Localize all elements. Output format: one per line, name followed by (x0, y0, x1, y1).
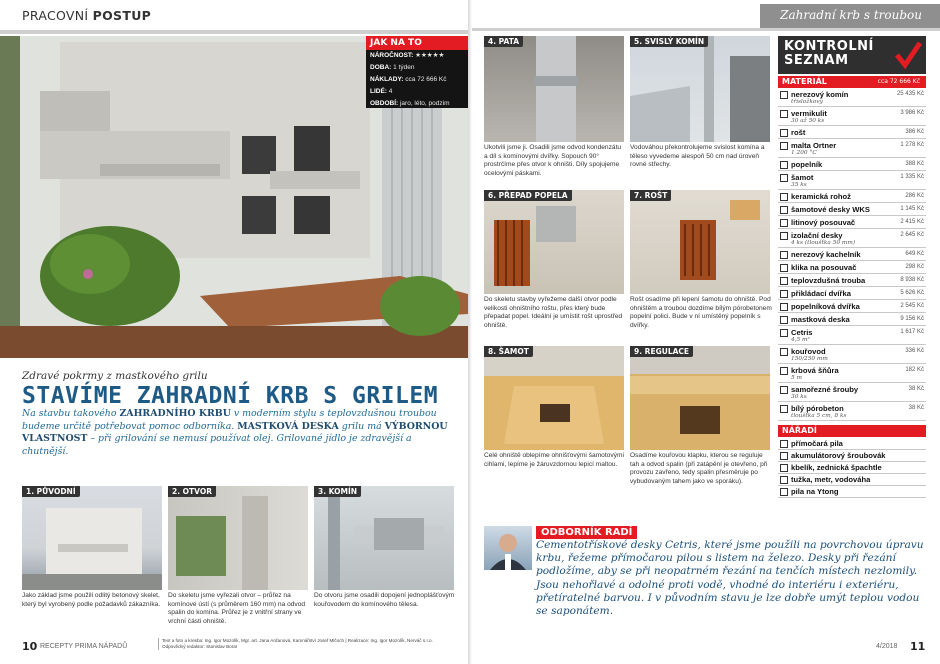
step-caption: Jako základ jsme použili odlitý betonový skelet, který byl vyrobený podle požadavků zákazníka. (22, 592, 161, 608)
how-to-row: NÁROČNOST: ★★★★★ (370, 52, 445, 59)
material-price: 2 545 Kč (900, 303, 924, 309)
header-rule-left (0, 30, 468, 34)
material-item (778, 313, 926, 326)
tool-item (778, 450, 926, 462)
checkbox-icon[interactable] (780, 91, 788, 99)
material-name: mastková deska (791, 315, 850, 324)
material-name: bílý pórobeton (791, 404, 844, 413)
material-detail: 5 m (791, 375, 803, 381)
step-label: 8. ŠAMOT (484, 346, 533, 357)
step-label: 4. PATA (484, 36, 523, 47)
step-label: 7. ROŠT (630, 190, 671, 201)
checkbox-icon[interactable] (780, 129, 788, 137)
checkbox-icon[interactable] (780, 219, 788, 227)
material-detail: 1 200 °C (791, 150, 817, 156)
page-number-left: 10 (22, 640, 38, 653)
material-detail: 30 až 50 ks (791, 118, 825, 124)
material-name: nerezový komín (791, 90, 849, 99)
material-name: litinový posouvač (791, 218, 856, 227)
checkbox-icon[interactable] (780, 303, 788, 311)
tool-item (778, 474, 926, 486)
material-price: 182 Kč (905, 367, 924, 373)
material-item (778, 107, 926, 126)
step-3 (314, 486, 455, 608)
checkbox-icon[interactable] (780, 174, 788, 182)
checklist-title: KONTROLNÍ SEZNAM (778, 36, 926, 74)
tool-item (778, 438, 926, 450)
step-6 (484, 190, 624, 330)
material-item (778, 126, 926, 139)
material-name: izolační desky (791, 231, 843, 240)
step-caption: Ukotvili jsme ji. Osadili jsme odvod kondenzátu a díl s komínovými dvířky. Sopouch 90° prostrčíme přes otvor k ohništi. Díly spojujeme ocelovými páskami. (484, 144, 622, 178)
material-name: popelník (791, 160, 823, 169)
step-caption: Rošt osadíme při lepení šamotu do ohniště. Pod ohništěm a troubou dozdíme bílým pórobetonem popelní polici. Bude v ní umístěný popelník s dvířky. (630, 296, 772, 330)
step-5 (630, 36, 770, 169)
step-caption: Celé ohniště oblepíme ohnišťovými šamotovými cihlami, lepíme je žáruvzdornou lepicí maltou. (484, 452, 624, 468)
material-detail: 150/250 mm (791, 356, 828, 362)
checkbox-icon[interactable] (780, 251, 788, 259)
checkbox-icon[interactable] (780, 277, 788, 285)
material-detail: 4,5 m² (791, 337, 810, 343)
material-price: 649 Kč (905, 251, 924, 257)
material-price: 2 645 Kč (900, 232, 924, 238)
material-item (778, 229, 926, 248)
material-detail: 35 ks (791, 182, 807, 188)
step-caption: Do skeletu stavby vyřežeme další otvor podle velikosti ohništního roštu, přes který bude přepadat popel. Ideální je umístit rošt uprostřed ohniště. (484, 296, 623, 330)
material-name: malta Ortner (791, 141, 837, 150)
step-caption: Vodováhou překontrolujeme svislost komína a těleso vyvedeme alespoň 50 cm nad úroveň rovné střechy. (630, 144, 765, 169)
material-name: Cetris (791, 328, 813, 337)
material-price: 388 Kč (905, 161, 924, 167)
checkbox-icon[interactable] (780, 386, 788, 394)
checkbox-icon[interactable] (780, 488, 788, 496)
step-label: 2. OTVOR (168, 486, 216, 497)
expert-label: ODBORNÍK RADÍ (536, 526, 637, 539)
material-price: 25 435 Kč (896, 91, 924, 97)
material-name: kouřovod (791, 347, 826, 356)
material-item (778, 402, 926, 421)
material-price: 5 626 Kč (900, 290, 924, 296)
material-item (778, 139, 926, 158)
checkbox-icon[interactable] (780, 206, 788, 214)
material-name: popelníková dvířka (791, 302, 860, 311)
material-item (778, 345, 926, 364)
step-caption: Do otvoru jsme osadili dopojení jednoplášťovým kouřovodem do komínového tělesa. (314, 592, 455, 608)
material-name: krbová šňůra (791, 366, 839, 375)
material-item (778, 383, 926, 402)
material-item (778, 88, 926, 107)
checkbox-icon[interactable] (780, 440, 788, 448)
step-photo (168, 486, 308, 590)
material-name: rošt (791, 128, 806, 137)
step-photo (484, 190, 624, 294)
checkbox-icon[interactable] (780, 348, 788, 356)
step-label: 9. REGULACE (630, 346, 693, 357)
tool-name: akumulátorový šroubovák (791, 451, 886, 460)
material-detail: tloušťka 5 cm, 8 ks (791, 413, 847, 419)
material-price: 1 335 Kč (900, 174, 924, 180)
material-price: 336 Kč (905, 348, 924, 354)
material-price: 298 Kč (905, 264, 924, 270)
how-to-row: LIDÉ: 4 (370, 88, 393, 95)
checkbox-icon[interactable] (780, 316, 788, 324)
step-7 (630, 190, 772, 330)
how-to-title: JAK NA TO (366, 36, 468, 50)
material-name: šamotové desky WKS (791, 205, 870, 214)
expert-tip (484, 526, 930, 626)
step-4 (484, 36, 624, 178)
step-photo (484, 346, 624, 450)
checkbox-icon[interactable] (780, 232, 788, 240)
checkbox-icon[interactable] (780, 264, 788, 272)
checkbox-icon[interactable] (780, 110, 788, 118)
section-label-right: Zahradní krb s troubou (780, 8, 922, 22)
checkbox-icon[interactable] (780, 476, 788, 484)
material-item (778, 326, 926, 345)
material-item (778, 203, 926, 216)
tool-name: přímočará pila (791, 439, 843, 448)
material-name: samořezné šrouby (791, 385, 859, 394)
credits: Text a foto a kresba: Ing. Igor Mozolík, Mgr. art. Jana Arďanová, Kamnářství Josef Mlčoch | Realizace: Ing. Igor Mozolík, Nerváč s.r.o. Odpovědný redaktor: Stanislav Borar (158, 638, 464, 650)
tool-name: kbelík, zednická špachtle (791, 463, 882, 472)
checkbox-icon[interactable] (780, 367, 788, 375)
material-price: 386 Kč (905, 129, 924, 135)
step-8 (484, 346, 624, 468)
checkbox-icon[interactable] (780, 464, 788, 472)
step-label: 3. KOMÍN (314, 486, 361, 497)
checkbox-icon[interactable] (780, 142, 788, 150)
checkbox-icon[interactable] (780, 405, 788, 413)
step-photo (314, 486, 454, 590)
material-item (778, 158, 926, 171)
step-photo (630, 346, 770, 450)
material-price: 9 156 Kč (900, 316, 924, 322)
page-spine (468, 0, 472, 664)
article-lead: Na stavbu takového ZAHRADNÍHO KRBU v moderním stylu s teplovzdušnou troubou budeme určitě potřebovat pomoc odborníka. MASTKOVÁ DESKA grilu má VÝBORNOU VLASTNOST – při grilování se nemusí používat olej. Grilované jídlo je zdravější a chutnější. (22, 408, 448, 457)
material-item (778, 300, 926, 313)
material-item (778, 364, 926, 383)
material-name: keramická rohož (791, 192, 851, 201)
material-price: 2 415 Kč (900, 219, 924, 225)
material-price: 8 938 Kč (900, 277, 924, 283)
tools-header: NÁŘADÍ (778, 425, 926, 437)
material-item (778, 274, 926, 287)
material-item (778, 190, 926, 203)
tool-name: tužka, metr, vodováha (791, 475, 871, 484)
step-label: 1. PŮVODNÍ (22, 486, 80, 497)
checkmark-icon (894, 40, 922, 70)
material-item (778, 171, 926, 190)
how-to-row: DOBA: 1 týden (370, 64, 415, 71)
step-9 (630, 346, 770, 486)
material-header: cca 72 666 Kč MATERIÁL (778, 76, 926, 88)
material-name: teplovzdušná trouba (791, 276, 866, 285)
article-title: STAVÍME ZAHRADNÍ KRB S GRILEM (22, 383, 439, 409)
section-label-left: PRACOVNÍ POSTUP (22, 8, 152, 23)
material-price: 1 617 Kč (900, 329, 924, 335)
material-price: 38 Kč (908, 386, 924, 392)
how-to-row: NÁKLADY: cca 72 666 Kč (370, 76, 447, 83)
checkbox-icon[interactable] (780, 452, 788, 460)
material-name: šamot (791, 173, 814, 182)
material-name: vermikulit (791, 109, 827, 118)
expert-text: Cementotřískové desky Cetris, které jsme použili na povrchovou úpravu krbu, řežeme přímočarou pilou s listem na železo. Desky při řezání podložíme, aby se při neopatrném řezání na tenčích místech nezlomily. Jsou nehořlavé a odolné proti vodě, vhodné do interiéru i exteriéru, přetíratelné barvou. I v původním stavu je lze dobře umýt teplou vodou se saponátem. (536, 539, 924, 618)
page-number-right: 11 (910, 640, 926, 653)
checkbox-icon[interactable] (780, 290, 788, 298)
step-photo (22, 486, 162, 590)
article-kicker: Zdravé pokrmy z mastkového grilu (22, 370, 208, 382)
material-item (778, 287, 926, 300)
material-price: 1 145 Kč (900, 206, 924, 212)
tool-name: pila na Ytong (791, 487, 839, 496)
material-total: cca 72 666 Kč (877, 78, 920, 85)
material-detail: třísložkový (791, 99, 823, 105)
header-rule-right (472, 28, 940, 31)
step-caption: Osadíme kouřovou klapku, kterou se reguluje tah a odvod spalin (při zatápění je otevřeno, při provozu zavřeno, tedy spalin přesměruje po vybudovaným tahem jako ve sporáku). (630, 452, 768, 486)
checkbox-icon[interactable] (780, 193, 788, 201)
step-label: 5. SVISLÝ KOMÍN (630, 36, 708, 47)
tool-item (778, 462, 926, 474)
step-photo (484, 36, 624, 142)
material-price: 38 Kč (908, 405, 924, 411)
material-detail: 4 ks (tloušťka 50 mm) (791, 240, 856, 246)
checklist (778, 36, 926, 496)
material-detail: 30 ks (791, 394, 807, 400)
material-item (778, 216, 926, 229)
material-price: 1 278 Kč (900, 142, 924, 148)
step-1 (22, 486, 162, 608)
material-price: 286 Kč (905, 193, 924, 199)
material-name: klika na posouvač (791, 263, 857, 272)
material-item (778, 261, 926, 274)
step-2 (168, 486, 308, 626)
material-item (778, 248, 926, 261)
tool-item (778, 486, 926, 498)
checkbox-icon[interactable] (780, 161, 788, 169)
magazine-name: RECEPTY PRIMA NÁPADŮ (40, 643, 128, 650)
checkbox-icon[interactable] (780, 329, 788, 337)
step-label: 6. PŘEPAD POPELA (484, 190, 572, 201)
how-to-box (366, 36, 468, 108)
step-caption: Do skeletu jsme vyřezali otvor – průřez na komínové ústí (s průměrem 160 mm) na odvod spalin do komína. Průřez je z vnitřní strany ve vrchní části ohniště. (168, 592, 306, 626)
how-to-row: OBDOBÍ: jaro, léto, podzim (370, 100, 450, 107)
material-name: nerezový kachelník (791, 250, 861, 259)
step-photo (630, 190, 770, 294)
material-name: přikládací dvířka (791, 289, 851, 298)
material-price: 3 986 Kč (900, 110, 924, 116)
issue-number: 4/2018 (876, 643, 898, 650)
step-photo (630, 36, 770, 142)
expert-portrait (484, 526, 532, 570)
